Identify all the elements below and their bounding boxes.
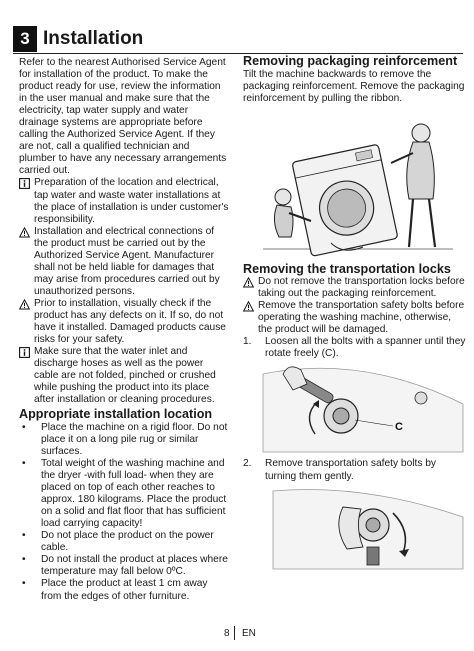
language-code: EN	[242, 628, 256, 639]
list-item: • Do not place the product on the power cable.	[19, 530, 229, 554]
warning-icon	[243, 277, 254, 288]
steps-list	[243, 336, 468, 360]
location-heading: Appropriate installation location	[19, 407, 213, 422]
figure-label-c: C	[395, 421, 403, 434]
step-text: Loosen all the bolts with a spanner until they rotate freely (C).	[265, 336, 466, 360]
packaging-illustration	[243, 109, 468, 259]
note-info-1	[19, 177, 229, 225]
warning-icon	[243, 301, 254, 312]
hand-bolt-illustration	[243, 487, 468, 571]
packaging-text: Tilt the machine backwards to remove the packaging reinforcement. Remove the packaging reinforcement by pulling the ribbon.	[243, 68, 465, 104]
note-text: Do not remove the transportation locks before taking out the packaging reinforcement.	[258, 276, 465, 300]
note-text: Installation and electrical connections of the product must be carried out by the Authorized Service Agent. Manufacturer shall not be held liable for damages that may arise from procedures carried out by unauthorized persons.	[34, 225, 220, 297]
note-text: Make sure that the water inlet and discharge hoses as well as the power cable are not folded, pinched or crushed while pushing the product into its place after installation or cleaning procedures.	[34, 346, 216, 406]
step-number: 1.	[243, 336, 252, 348]
locks-warning-1	[243, 276, 468, 300]
list-item: • Do not install the product at places where temperature may fall below 0ºC.	[19, 554, 229, 578]
section-title: Installation	[43, 28, 144, 49]
note-text: Preparation of the location and electrical, tap water and waste water installations at the place of installation is under customer's responsibility.	[34, 177, 229, 225]
right-column	[243, 55, 468, 575]
locks-heading: Removing the transportation locks	[243, 261, 451, 276]
steps-list-2	[243, 458, 468, 482]
left-column	[19, 57, 229, 603]
list-item: • Place the product at least 1 cm away from the edges of other furniture.	[19, 578, 229, 602]
tilt-machine-illustration	[243, 109, 468, 259]
warning-icon	[19, 227, 30, 238]
packaging-heading: Removing packaging reinforcement	[243, 54, 458, 68]
note-info-2	[19, 346, 229, 406]
footer-divider	[234, 626, 235, 640]
note-warning-1	[19, 226, 229, 298]
note-text: Remove the transportation safety bolts before operating the washing machine, otherwise, the product will be damaged.	[258, 300, 465, 336]
note-warning-2	[19, 298, 229, 346]
loosen-bolts-illustration	[243, 364, 468, 454]
page-number: 8	[224, 628, 230, 639]
step-item	[243, 336, 468, 360]
warning-icon	[19, 299, 30, 310]
section-number: 3	[13, 26, 37, 52]
step-item	[243, 458, 468, 482]
note-text: Prior to installation, visually check if the product has any defects on it. If so, do not have it installed. Damaged products cause risks for your safety.	[34, 297, 226, 346]
list-item: • Total weight of the washing machine and the dryer -with full load- when they are placed on top of each other reaches to approx. 180 kilograms. Place the product on a solid and flat floor that has sufficient load carrying capacity!	[19, 458, 229, 530]
location-list	[19, 422, 229, 603]
step-number: 2.	[243, 458, 252, 470]
info-icon	[19, 347, 30, 358]
intro-paragraph: Refer to the nearest Authorised Service Agent for installation of the product. To make the product ready for use, review the information in the user manual and make sure that the electricity, tap water supply and water drainage systems are appropriate before calling the Authorized Service Agent. If they are not, call a qualified technician and plumber to have any necessary arrangements carried out.	[19, 57, 227, 177]
spanner-bolt-illustration	[243, 364, 468, 454]
section-header	[13, 24, 463, 54]
info-icon	[19, 178, 30, 189]
step-text: Remove transportation safety bolts by turning them gently.	[265, 458, 437, 482]
remove-bolts-illustration	[243, 487, 468, 571]
locks-warning-2	[243, 300, 468, 336]
list-item: • Place the machine on a rigid floor. Do not place it on a long pile rug or similar surfaces.	[19, 422, 229, 458]
